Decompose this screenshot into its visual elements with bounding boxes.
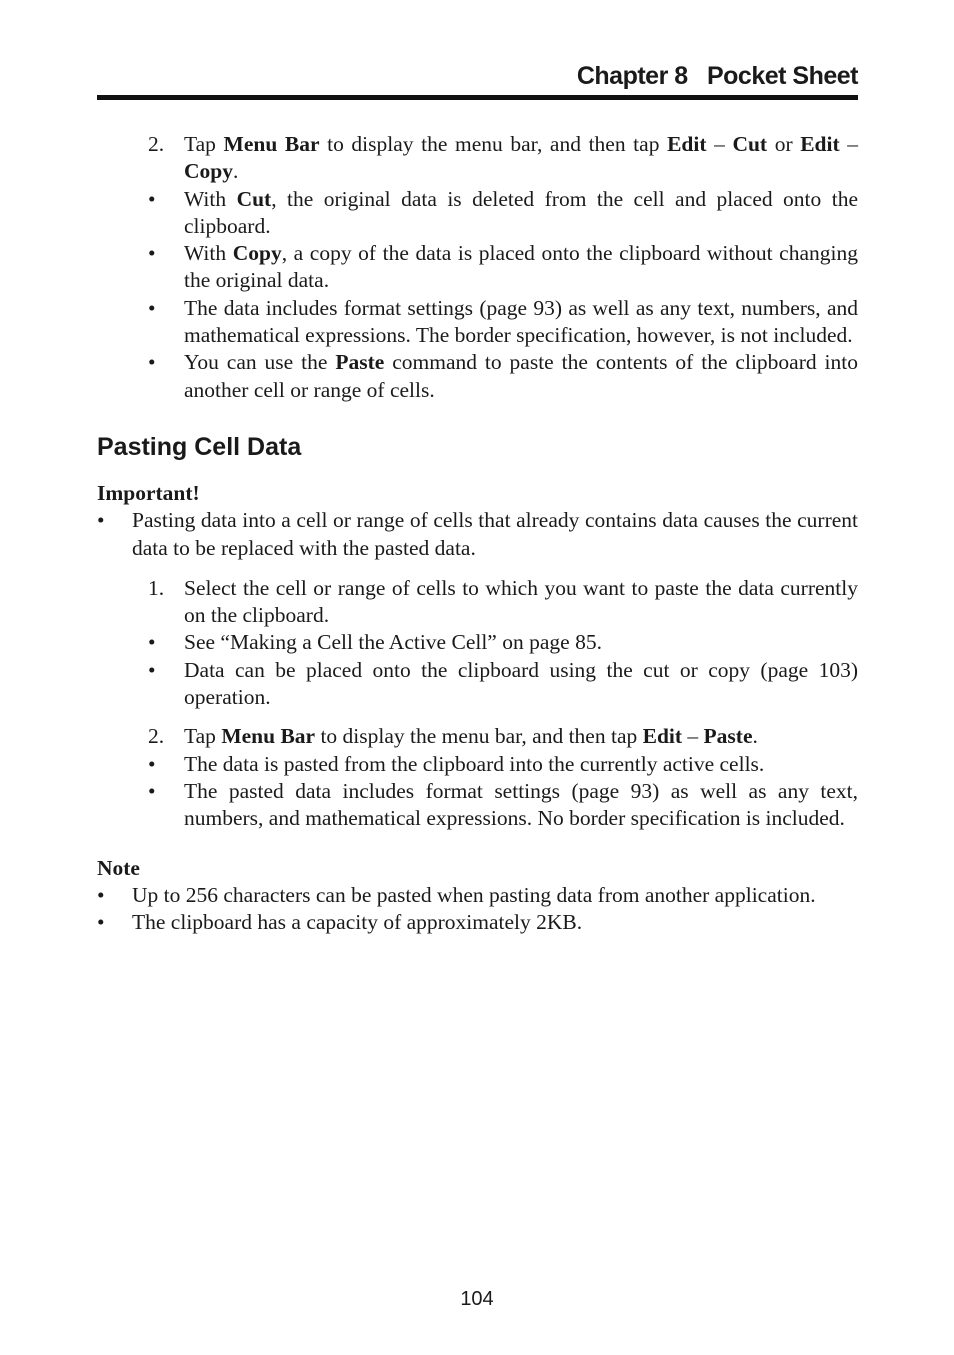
list-item: • See “Making a Cell the Active Cell” on page 85. bbox=[97, 629, 858, 656]
step-2-copy-cut: 2. Tap Menu Bar to display the menu bar, and then tap Edit – Cut or Edit – Copy. bbox=[148, 132, 859, 184]
bullet: • bbox=[148, 241, 156, 266]
bullet: • bbox=[148, 295, 156, 320]
step-number: 2. bbox=[148, 724, 165, 749]
bullet: • bbox=[148, 657, 156, 682]
bullet: • bbox=[97, 882, 105, 907]
note-label: Note bbox=[97, 855, 140, 880]
step-number: 1. bbox=[148, 575, 165, 600]
page-header bbox=[97, 60, 858, 100]
bullet: • bbox=[97, 508, 105, 533]
page-number: 104 bbox=[460, 1288, 494, 1310]
important-label: Important! bbox=[97, 480, 200, 505]
step-number: 2. bbox=[148, 132, 165, 156]
list-item: • Data can be placed onto the clipboard using the cut or copy (page 103) operation. bbox=[148, 657, 858, 710]
step-1-select-cell: 1. Select the cell or range of cells to which you want to paste the data currently on the clipboard. bbox=[148, 575, 858, 628]
bullet: • bbox=[148, 751, 156, 776]
section-heading: Pasting Cell Data bbox=[97, 432, 302, 461]
list-item: • The data includes format settings (page 93) as well as any text, numbers, and mathematical expressions. The border specification, however, is not included. bbox=[148, 295, 858, 348]
list-item: • You can use the Paste command to paste the contents of the clipboard into another cell or range of cells. bbox=[148, 350, 858, 402]
chapter-title: Chapter 8 Pocket Sheet bbox=[576, 62, 858, 90]
list-item: • The pasted data includes format settings (page 93) as well as any text, numbers, and mathematical expressions. No border specification is included. bbox=[148, 778, 858, 831]
step-2-paste: 2. Tap Menu Bar to display the menu bar, and then tap Edit – Paste. bbox=[97, 723, 858, 750]
page-body bbox=[97, 131, 858, 936]
list-item: • The clipboard has a capacity of approximately 2KB. bbox=[97, 909, 858, 936]
bullet: • bbox=[148, 186, 156, 211]
list-item: • With Cut, the original data is deleted from the cell and placed onto the clipboard. bbox=[148, 186, 858, 238]
list-item: • Pasting data into a cell or range of cells that already contains data causes the current data to be replaced with the pasted data. bbox=[97, 508, 858, 560]
list-item: • With Copy, a copy of the data is placed onto the clipboard without changing the original data. bbox=[148, 241, 858, 293]
bullet: • bbox=[97, 910, 105, 935]
list-item: • Up to 256 characters can be pasted when pasting data from another application. bbox=[97, 882, 858, 909]
bullet: • bbox=[148, 778, 156, 803]
bullet: • bbox=[148, 630, 156, 655]
bullet: • bbox=[148, 350, 156, 375]
list-item: • The data is pasted from the clipboard into the currently active cells. bbox=[97, 751, 858, 778]
